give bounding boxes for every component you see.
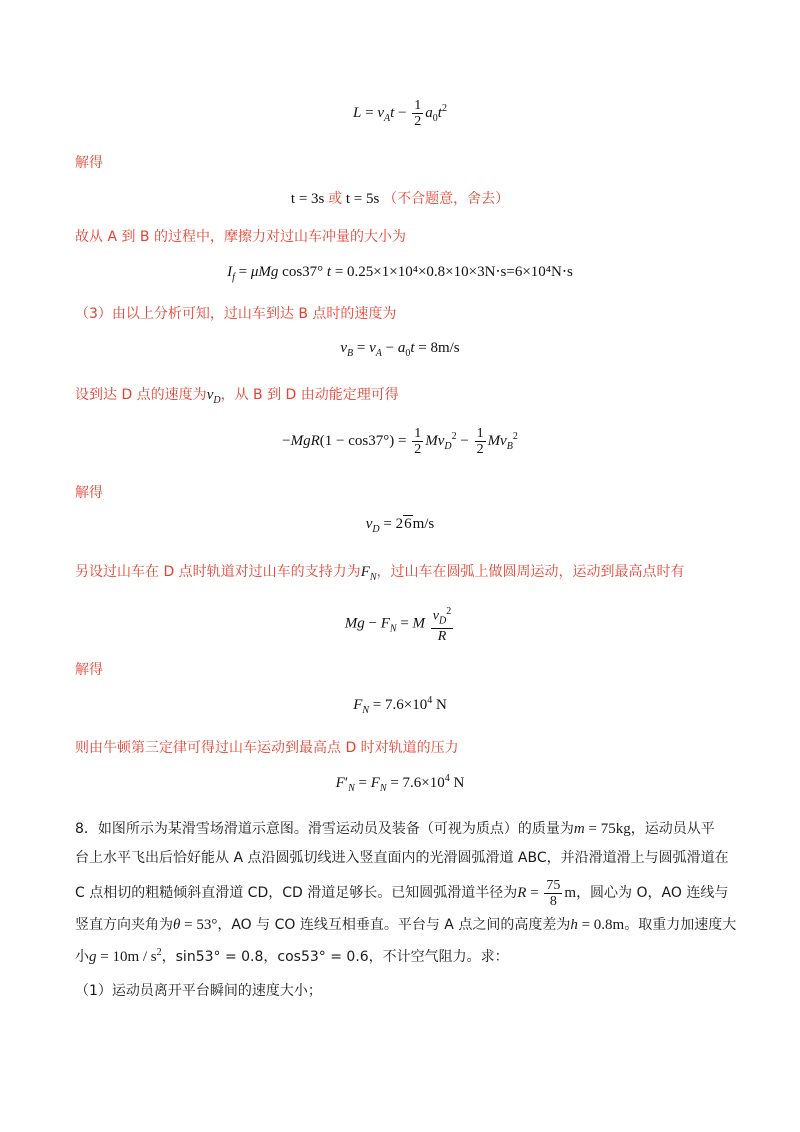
question-text-1b: ，运动员从平 xyxy=(630,821,715,837)
vd-intro-text-a: 设到达 D 点的速度为 xyxy=(75,387,207,403)
question-text-4b: ，AO 与 CO 连线互相垂直。平台与 A 点之间的高度差为 xyxy=(217,917,571,933)
or-label: 或 xyxy=(328,191,343,207)
impulse-intro: 故从 A 到 B 的过程中，摩擦力对过山车冲量的大小为 xyxy=(75,229,406,245)
question-text-3a: C 点相切的粗糙倾斜直滑道 CD，CD 滑道足够长。已知圆弧滑道半径为 xyxy=(75,884,518,901)
question-text-5a: 小 xyxy=(75,949,89,965)
question-line-4: 竖直方向夹角为θ = 53°，AO 与 CO 连线互相垂直。平台与 A 点之间的高度差为h = 0.8m。取重力加速度大 xyxy=(75,917,737,933)
question-line-3: C 点相切的粗糙倾斜直滑道 CD，CD 滑道足够长。已知圆弧滑道半径为R = $\frac{75}{8}$ m，圆心为 O，AO 连线与 xyxy=(75,878,729,909)
question-line-1: 8．如图所示为某滑雪场滑道示意图。滑雪运动员及装备（可视为质点）的质量为m = 75kg，运动员从平 xyxy=(75,821,715,837)
part3-intro: （3）由以上分析可知，过山车到达 B 点时的速度为 xyxy=(75,306,397,322)
question-text-4c: 。取重力加速度大 xyxy=(624,917,737,933)
fn-intro-text-a: 另设过山车在 D 点时轨道对过山车的支持力为 xyxy=(75,564,361,580)
solution-label: 解得 xyxy=(75,155,103,171)
rejected-note: （不合题意，舍去） xyxy=(383,191,510,207)
question-text-4a: 竖直方向夹角为 xyxy=(75,917,173,933)
question-number: 8． xyxy=(75,821,98,837)
vd-intro: 设到达 D 点的速度为$v_D$，从 B 到 D 由动能定理可得 xyxy=(75,387,399,406)
pressure-equation: $F'_N = F_N = 7.6\times 10^4$ N xyxy=(335,773,465,794)
question-line-5: 小$g = 10m / s^2$，sin53° = 0.8，cos53° = 0.6，不计空气阻力。求： xyxy=(75,947,509,965)
fn-intro-text-b: ，过山车在圆弧上做圆周运动，运动到最高点时有 xyxy=(376,564,685,580)
vb-result: = 8m/s xyxy=(418,340,460,356)
time-solution xyxy=(0,188,800,208)
centripetal-equation: $Mg - F_N = M$ $\frac{v_D^2}{R}$ xyxy=(344,606,452,645)
question-text-1a: 如图所示为某滑雪场滑道示意图。滑雪运动员及装备（可视为质点）的质量为 xyxy=(97,821,574,837)
energy-theorem-equation: −MgR(1 − cos37°) = $\frac{1}{2}$ $Mv_D^2$ − $\frac{1}{2}$ $Mv_B^2$ xyxy=(282,426,518,457)
displacement-equation: $L = v_At$ − $\frac{1}{2}$ $a_0t^2$ xyxy=(353,98,447,129)
vb-equation: $v_B = v_A - a_0t = 8m/s$ xyxy=(340,340,460,359)
question-text-5b: ，sin53° = 0.8，cos53° = 0.6，不计空气阻力。求： xyxy=(161,949,509,965)
solution-label-2: 解得 xyxy=(75,485,103,501)
impulse-equation: $I_f = \mu Mg$ cos37° t = 0.25×1×10⁴×0.8×10×3N⋅s=6×10⁴N⋅s xyxy=(227,264,573,283)
fn-intro: 另设过山车在 D 点时轨道对过山车的支持力为$F_N$，过山车在圆弧上做圆周运动，运动到最高点时有 xyxy=(75,564,685,583)
solution-label-3: 解得 xyxy=(75,662,103,678)
fn-result-equation: $F_N = 7.6\times 10^4$ N xyxy=(353,695,447,716)
vd-result-equation: $v_D = 26m/s$ xyxy=(365,516,435,535)
question-sub-1: （1）运动员离开平台瞬间的速度大小； xyxy=(75,983,322,999)
vd-intro-text-b: ，从 B 到 D 由动能定理可得 xyxy=(220,387,399,403)
time-value-rejected: t = 5s xyxy=(345,191,380,207)
question-line-2: 台上水平飞出后恰好能从 A 点沿圆弧切线进入竖直面内的光滑圆弧滑道 ABC，并沿滑道滑上与圆弧滑道在 xyxy=(75,850,729,866)
newton-third-law-text: 则由牛顿第三定律可得过山车运动到最高点 D 时对轨道的压力 xyxy=(75,740,459,756)
time-value-valid: t = 3s xyxy=(290,191,325,207)
question-text-3b: ，圆心为 O，AO 连线与 xyxy=(576,884,729,901)
impulse-result: = 0.25×1×10⁴×0.8×10×3N⋅s=6×10⁴N⋅s xyxy=(334,264,573,280)
